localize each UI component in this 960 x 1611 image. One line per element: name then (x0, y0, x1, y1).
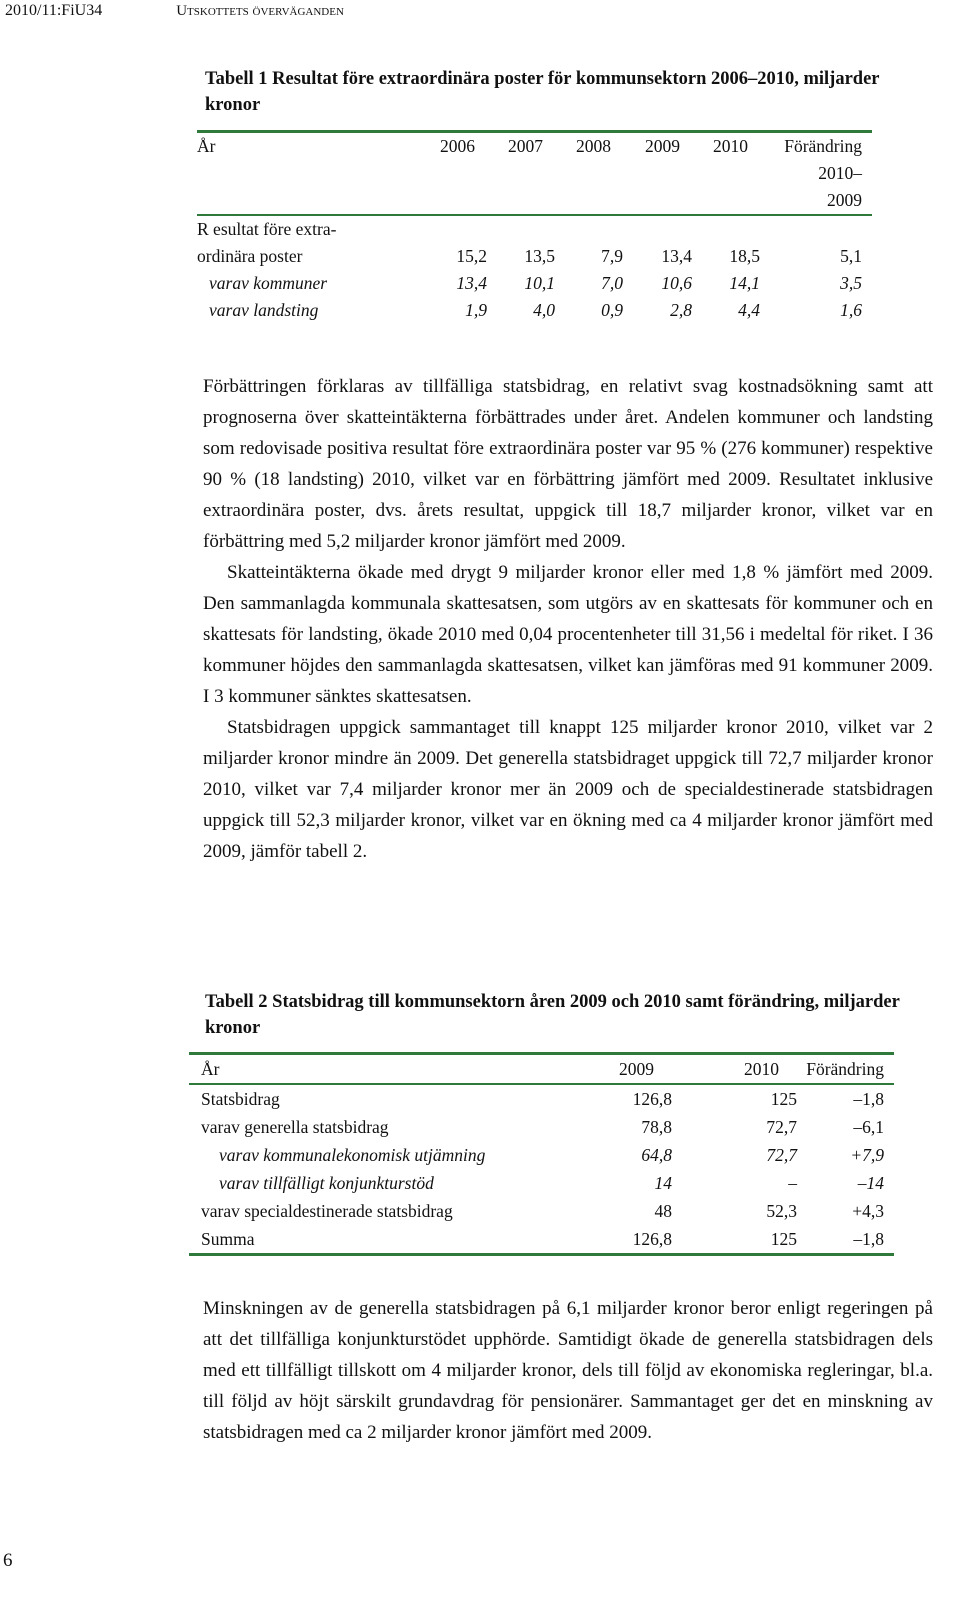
table1-header-cell: 2009 (645, 136, 680, 156)
table2-bottom-rule (189, 1253, 894, 1256)
table1-row-label: R esultat före extra- (197, 219, 337, 239)
table2-row-label: Statsbidrag (201, 1089, 280, 1109)
table-row (197, 270, 872, 297)
table1-cell: 13,4 (661, 246, 692, 266)
table1-cell: 14,1 (729, 273, 760, 293)
table-row (189, 1113, 894, 1141)
table1 (197, 130, 872, 324)
table2-cell: 14 (654, 1173, 672, 1193)
table2 (189, 1052, 894, 1256)
table2-cell: 78,8 (641, 1117, 672, 1137)
table1-cell: 7,9 (601, 246, 623, 266)
table-row (189, 1225, 894, 1253)
table1-row-label: varav kommuner (209, 273, 328, 293)
table1-cell: 10,1 (524, 273, 555, 293)
table1-cell: 7,0 (601, 273, 623, 293)
table1-header-row (197, 133, 872, 160)
table1-cell: 4,4 (738, 300, 760, 320)
table2-cell: –6,1 (853, 1117, 884, 1137)
table-row (189, 1197, 894, 1225)
table2-row-label: varav tillfälligt konjunkturstöd (219, 1173, 434, 1193)
section-title: Utskottets överväganden (176, 3, 344, 19)
table-row (189, 1169, 894, 1197)
table1-header-sub: 2010– (818, 163, 862, 183)
document-id: 2010/11:FiU34 (5, 2, 103, 19)
page-number: 6 (3, 1550, 13, 1571)
table2-header-cell: 2010 (744, 1059, 779, 1079)
paragraph: Skatteintäkterna ökade med drygt 9 miljarder kronor eller med 1,8 % jämfört med 2009. Den sammanlagda kommunala skattesatsen, som utgörs av en skattesats för kommuner och en skattesats för landsting, ökade 2010 med 0,04 procentenheter till 31,56 i medeltal för riket. I 36 kommuner höjdes den sammanlagda skattesatsen, vilket kan jämföras med 91 kommuner 2009. I 3 kommuner sänktes skattesatsen. (203, 562, 933, 707)
table2-caption: Tabell 2 Statsbidrag till kommunsektorn åren 2009 och 2010 samt förändring, miljarder kronor (205, 992, 900, 1038)
table-row (197, 243, 872, 270)
table2-cell: 48 (654, 1201, 672, 1221)
table1-cell: 5,1 (840, 246, 862, 266)
table1-cell: 1,6 (840, 300, 862, 320)
table2-cell: 126,8 (632, 1089, 672, 1109)
table1-cell: 15,2 (456, 246, 487, 266)
table1-cell: 10,6 (661, 273, 692, 293)
table1-cell: 0,9 (601, 300, 623, 320)
table2-header-cell: 2009 (619, 1059, 654, 1079)
table1-cell: 3,5 (840, 273, 862, 293)
table-row (189, 1085, 894, 1113)
table2-cell: 72,7 (766, 1145, 797, 1165)
paragraph: Statsbidragen uppgick sammantaget till knappt 125 miljarder kronor 2010, vilket var 2 miljarder kronor mindre än 2009. Det generella statsbidraget uppgick till 72,7 miljarder kronor 2010, vilket var 7,4 miljarder kronor mer än 2009 och de specialdestinerade statsbidragen uppgick till 52,3 miljarder kronor, vilket var en ökning med ca 4 miljarder kronor jämfört med 2009, jämför tabell 2. (203, 717, 933, 862)
table1-header-sub: 2009 (827, 190, 862, 210)
paragraph: Förbättringen förklaras av tillfälliga statsbidrag, en relativt svag kostnadsökning samt att prognoserna över skatteintäkterna förbättrades under året. Andelen kommuner och landsting som redovisade positiva resultat före extraordinära poster var 95 % (276 kommuner) respektive 90 % (18 landsting) 2010, vilket var en förbättring jämfört med 2009. Resultatet inklusive extraordinära poster, dvs. årets resultat, uppgick till 18,7 miljarder kronor, vilket var en förbättring med 5,2 miljarder kronor jämfört med 2009. (203, 376, 933, 552)
table2-cell: 125 (770, 1229, 797, 1249)
table1-header-cell: 2006 (440, 136, 475, 156)
table1-row-label: varav landsting (209, 300, 319, 320)
table2-cell: 72,7 (766, 1117, 797, 1137)
table2-cell: +7,9 (850, 1145, 884, 1165)
body-text-1 (203, 371, 933, 867)
table1-header-cell: År (197, 136, 216, 156)
table2-cell: +4,3 (852, 1201, 884, 1221)
table1-header-cell: 2010 (713, 136, 748, 156)
table2-row-label: Summa (201, 1229, 255, 1249)
table2-row-label: varav kommunalekonomisk utjämning (219, 1145, 486, 1165)
table1-cell: 18,5 (729, 246, 760, 266)
table2-header-cell: Förändring (806, 1059, 884, 1079)
table-row (189, 1141, 894, 1169)
table2-cell: –1,8 (853, 1229, 884, 1249)
table1-row-label: ordinära poster (197, 246, 303, 266)
table1-cell: 13,5 (524, 246, 555, 266)
table2-cell: 126,8 (632, 1229, 672, 1249)
table2-cell: –14 (857, 1173, 884, 1193)
table1-header-cell: Förändring (784, 136, 862, 156)
table1-header-cell: 2008 (576, 136, 611, 156)
table1-cell: 4,0 (533, 300, 555, 320)
table-row (197, 297, 872, 324)
page-header (5, 2, 344, 20)
paragraph: Minskningen av de generella statsbidragen på 6,1 miljarder kronor beror enligt regeringen på att det tillfälliga konjunkturstödet upphörde. Samtidigt ökade de generella statsbidragen dels med ett tillfälligt tillskott om 4 miljarder kronor, dels till följd av ekonomiska regleringar, bl.a. till följd av höjt särskilt grundavdrag för pensionärer. Sammantaget ger det en minskning av statsbidragen med ca 2 miljarder kronor jämfört med 2009. (203, 1298, 933, 1443)
table1-cell: 13,4 (456, 273, 487, 293)
table1-cell: 1,9 (465, 300, 487, 320)
table2-cell: – (788, 1173, 797, 1193)
table1-caption: Tabell 1 Resultat före extraordinära poster för kommunsektorn 2006–2010, miljarder kronor (205, 69, 880, 115)
table2-header-cell: År (201, 1059, 220, 1079)
table2-row-label: varav generella statsbidrag (201, 1117, 389, 1137)
table1-cell: 2,8 (670, 300, 692, 320)
body-text-2 (203, 1293, 933, 1448)
table2-header-row (189, 1055, 894, 1083)
table1-header-cell: 2007 (508, 136, 543, 156)
table2-cell: 125 (770, 1089, 797, 1109)
table2-cell: –1,8 (853, 1089, 884, 1109)
table2-cell: 64,8 (641, 1145, 672, 1165)
table2-cell: 52,3 (766, 1201, 797, 1221)
table2-row-label: varav specialdestinerade statsbidrag (201, 1201, 453, 1221)
